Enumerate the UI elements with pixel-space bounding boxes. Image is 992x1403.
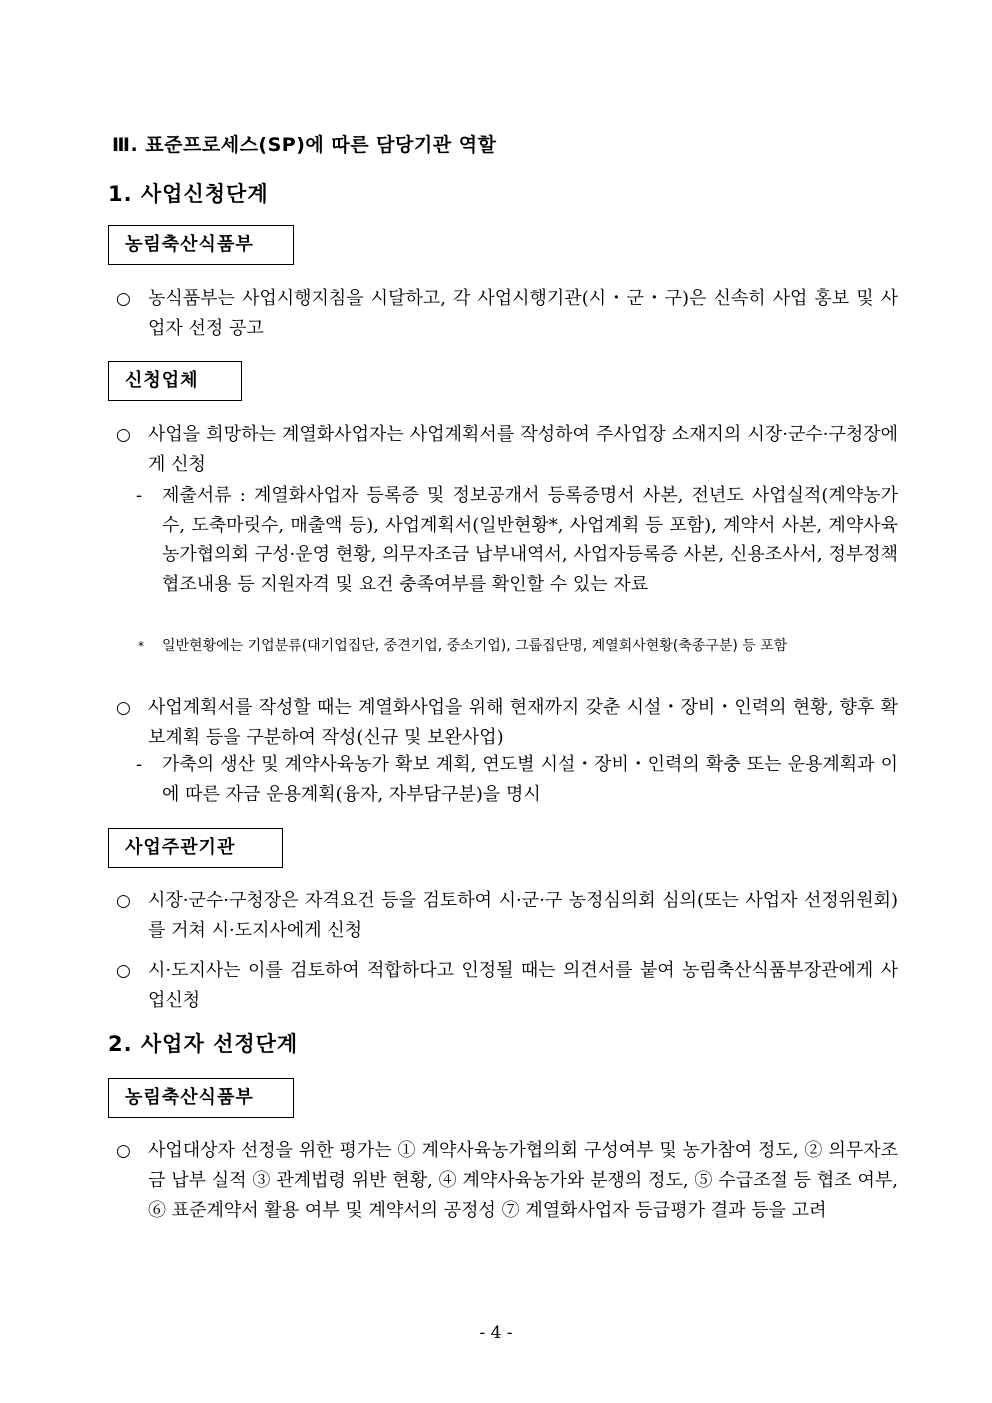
bullet-item [116,1136,898,1226]
footnote-text: 일반현황에는 기업분류(대기업집단, 중견기업, 중소기업), 그룹집단명, 계열회사현황(축종구분) 등 포함 [162,638,788,654]
bullet-text: 사업을 희망하는 계열화사업자는 사업계획서를 작성하여 주사업장 소재지의 시장·군수·구청장에게 신청 [148,424,898,475]
footnote [138,634,898,658]
asterisk-marker: * [138,639,144,653]
bullet-text: 사업계획서를 작성할 때는 계열화사업을 위해 현재까지 갖춘 시설・장비・인력의 현황, 향후 확보계획 등을 구분하여 작성(신규 및 보완사업) [148,697,898,748]
circle-bullet-icon: ○ [116,891,131,911]
bullet-item [116,693,898,753]
bullet-text: 사업대상자 선정을 위한 평가는 ① 계약사육농가협의회 구성여부 및 농가참여 정도, ② 의무자조금 납부 실적 ③ 관계법령 위반 현황, ④ 계약사육농가와 분쟁의 정도, ⑤ 수급조절 등 협조 여부, ⑥ 표준계약서 활용 여부 및 계약서의 공정성 ⑦ 계열화사업자 등급평가 결과 등을 고려 [148,1140,898,1221]
agency-label-ministry: 농림축산식품부 [108,225,294,265]
section-title-2: 2. 사업자 선정단계 [108,1032,299,1056]
sub-item [136,750,898,809]
dash-marker: - [136,485,143,506]
circle-bullet-icon: ○ [116,961,131,981]
bullet-item [116,886,898,946]
sub-item-text: 제출서류 : 계열화사업자 등록증 및 정보공개서 등록증명서 사본, 전년도 사업실적(계약농가 수, 도축마릿수, 매출액 등), 사업계획서(일반현황*, 사업계획 등 포함), 계약서 사본, 계약사육농가협의회 구성·운영 현황, 의무자조금 납부내역서, 사업자등록증 사본, 신용조사서, 정부정책 협조내용 등 지원자격 및 요건 충족여부를 확인할 수 있는 자료 [162,485,898,595]
sub-item [136,481,898,599]
bullet-text: 시·도지사는 이를 검토하여 적합하다고 인정될 때는 의견서를 붙여 농림축산식품부장관에게 사업신청 [148,960,898,1011]
sub-item-text: 가축의 생산 및 계약사육농가 확보 계획, 연도별 시설・장비・인력의 확충 또는 운용계획과 이에 따른 자금 운용계획(융자, 자부담구분)을 명시 [162,754,898,805]
bullet-text: 시장·군수·구청장은 자격요건 등을 검토하여 시·군·구 농정심의회 심의(또는 사업자 선정위원회)를 거쳐 시·도지사에게 신청 [148,890,898,941]
circle-bullet-icon: ○ [116,698,131,718]
circle-bullet-icon: ○ [116,1141,131,1161]
agency-label-ministry: 농림축산식품부 [108,1078,294,1118]
bullet-text: 농식품부는 사업시행지침을 시달하고, 각 사업시행기관(시・군・구)은 신속히 사업 홍보 및 사업자 선정 공고 [148,288,898,339]
section-title-1: 1. 사업신청단계 [108,182,269,206]
agency-label-supervising: 사업주관기관 [108,828,283,868]
dash-marker: - [136,754,143,775]
circle-bullet-icon: ○ [116,425,131,445]
bullet-item [116,956,898,1016]
bullet-item [116,420,898,480]
chapter-title: Ⅲ. 표준프로세스(SP)에 따른 담당기관 역할 [112,134,497,156]
circle-bullet-icon: ○ [116,289,131,309]
agency-label-applicant: 신청업체 [108,361,242,401]
bullet-item [116,284,898,344]
page-number: - 4 - [479,1323,513,1343]
